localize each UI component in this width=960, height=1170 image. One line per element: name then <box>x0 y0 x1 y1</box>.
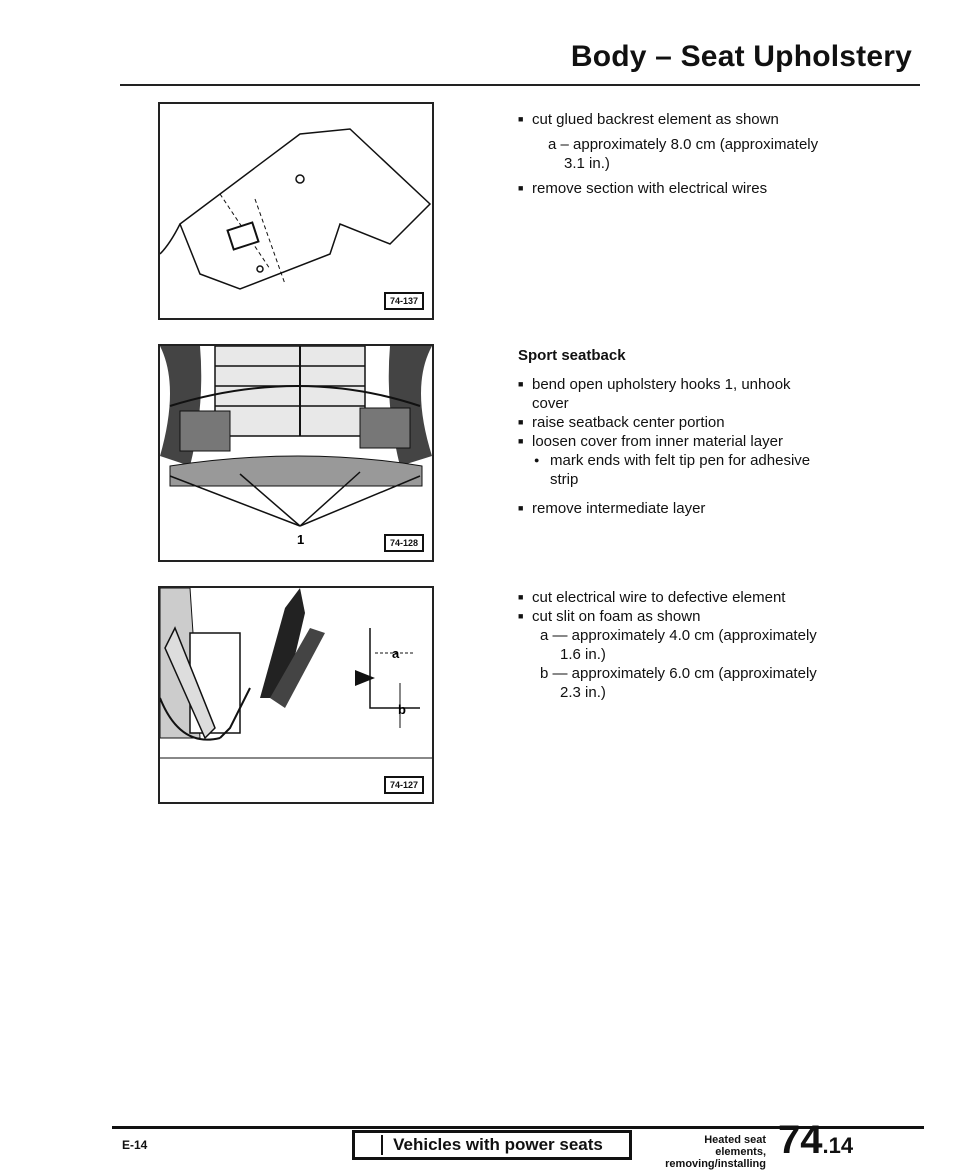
instruction-item: ■ cut electrical wire to defective element <box>518 588 898 607</box>
instruction-sub-item: ● mark ends with felt tip pen for adhesive <box>518 451 898 470</box>
figure-sport-seatback <box>158 344 434 562</box>
figure-cut-slit-foam <box>158 586 434 804</box>
callout-1: 1 <box>297 532 305 547</box>
instruction-item: ■ cut glued backrest element as shown <box>518 110 898 129</box>
sport-seatback-illustration <box>160 346 432 560</box>
header-rule <box>120 84 920 86</box>
instruction-item: ■ raise seatback center portion <box>518 413 898 432</box>
section-description-line: removing/installing <box>665 1158 766 1170</box>
instructions-section-3 <box>518 588 898 702</box>
instruction-sub-item: b — approximately 6.0 cm (approximately <box>540 665 817 682</box>
instructions-section-1 <box>518 110 898 198</box>
section-number-sub: .14 <box>822 1133 854 1158</box>
callout-a: a <box>392 646 400 661</box>
instruction-item: ■ loosen cover from inner material layer <box>518 432 898 451</box>
vehicle-scope-label: Vehicles with power seats <box>381 1135 603 1155</box>
section-number-main: 74 <box>778 1118 823 1162</box>
instructions-section-2 <box>518 346 898 518</box>
figure-backrest-element <box>158 102 434 320</box>
instruction-sub-item-cont: 2.3 in.) <box>560 684 606 701</box>
vehicle-scope-box <box>352 1130 632 1160</box>
section-number <box>778 1118 853 1163</box>
backrest-element-illustration <box>160 104 432 318</box>
instruction-item-cont: cover <box>532 395 569 412</box>
instruction-item: ■ remove intermediate layer <box>518 499 898 518</box>
section-description-line: Heated seat elements, <box>704 1134 766 1158</box>
figure-label: 74-128 <box>384 534 424 552</box>
page-title: Body – Seat Upholstery <box>570 40 912 73</box>
instruction-sub-item-cont: strip <box>550 471 579 488</box>
instruction-sub-item: a – approximately 8.0 cm (approximately <box>548 136 819 153</box>
instruction-item: ■ remove section with electrical wires <box>518 179 898 198</box>
instruction-item: ■ bend open upholstery hooks 1, unhook <box>518 375 898 394</box>
figure-label: 74-137 <box>384 292 424 310</box>
page-code: E-14 <box>122 1138 148 1152</box>
section-heading: Sport seatback <box>518 347 626 364</box>
instruction-sub-item: 3.1 in.) <box>564 155 610 172</box>
instruction-sub-item-cont: 1.6 in.) <box>560 646 606 663</box>
cut-slit-illustration <box>160 588 432 802</box>
instruction-sub-item: a — approximately 4.0 cm (approximately <box>540 627 817 644</box>
instruction-item: ■ cut slit on foam as shown <box>518 607 898 626</box>
figure-label: 74-127 <box>384 776 424 794</box>
section-description <box>656 1134 766 1170</box>
callout-b: b <box>398 702 406 717</box>
